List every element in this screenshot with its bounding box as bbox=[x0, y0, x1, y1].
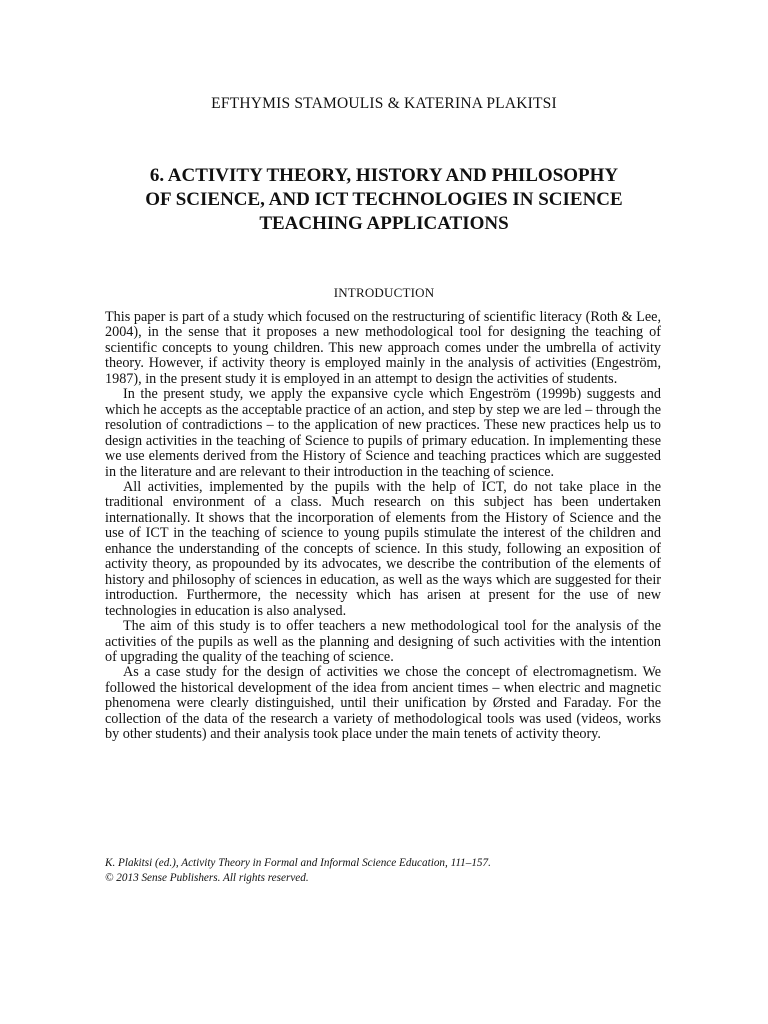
section-heading: INTRODUCTION bbox=[333, 285, 435, 300]
paragraph: In the present study, we apply the expansive cycle which Engeström (1999b) suggests and which he accepts as the acceptable practice of an action, and step by step we are led – through the resolution of contradictions – to the application of new practices. These new practices help us to design activities in the teaching of Science to pupils of primary education. In implementing these we use elements derived from the History of Science and teaching practices which are suggested in the literature and are relevant to their introduction in the teaching of science. bbox=[105, 386, 661, 480]
footer-copyright: © 2013 Sense Publishers. All rights reserved. bbox=[105, 871, 309, 884]
paragraph: As a case study for the design of activities we chose the concept of electromagnetism. We followed the historical development of the idea from ancient times – when electric and magnetic phenomena were clearly distinguished, until their unification by Ørsted and Faraday. For the collection of the data of the research a variety of methodological tools was used (videos, works by other students) and their analysis took place under the main tenets of activity theory. bbox=[105, 664, 661, 743]
paragraph: This paper is part of a study which focused on the restructuring of scientific literacy (Roth & Lee, 2004), in the sense that it proposes a new methodological tool for designing the teaching of scientific concepts to young children. This new approach comes under the umbrella of activity theory. However, if activity theory is employed mainly in the analysis of activities (Engeström, 1987), in the present study it is employed in an attempt to design the activities of students. bbox=[105, 309, 661, 387]
footer-note bbox=[105, 856, 665, 885]
chapter-title-line-2: OF SCIENCE, AND ICT TECHNOLOGIES IN SCIENCE bbox=[145, 189, 623, 210]
paragraph: All activities, implemented by the pupils with the help of ICT, do not take place in the traditional environment of a class. Much research on this subject has been undertaken internationally. It shows that the incorporation of elements from the History of Science and the use of ICT in the teaching of science to young pupils stimulate the interest of the children and enhance the understanding of the concepts of science. In this study, following an exposition of activity theory, as propounded by its advocates, we describe the contribution of the elements of history and philosophy of sciences in education, as well as the ways which are suggested for their introduction. Furthermore, the necessity which has arisen at present for the use of new technologies in education is also analysed. bbox=[105, 478, 661, 619]
body-text bbox=[105, 310, 661, 743]
chapter-title-line-1: 6. ACTIVITY THEORY, HISTORY AND PHILOSOPHY bbox=[149, 165, 619, 186]
footer-citation: K. Plakitsi (ed.), Activity Theory in Formal and Informal Science Education, 111–157. bbox=[105, 857, 491, 869]
running-header-authors: EFTHYMIS STAMOULIS & KATERINA PLAKITSI bbox=[211, 95, 557, 112]
paragraph: The aim of this study is to offer teachers a new methodological tool for the analysis of the activities of the pupils as well as the planning and designing of such activities with the intention of upgrading the quality of the teaching of science. bbox=[105, 618, 661, 665]
chapter-title bbox=[84, 164, 684, 236]
chapter-title-line-3: TEACHING APPLICATIONS bbox=[259, 213, 509, 234]
